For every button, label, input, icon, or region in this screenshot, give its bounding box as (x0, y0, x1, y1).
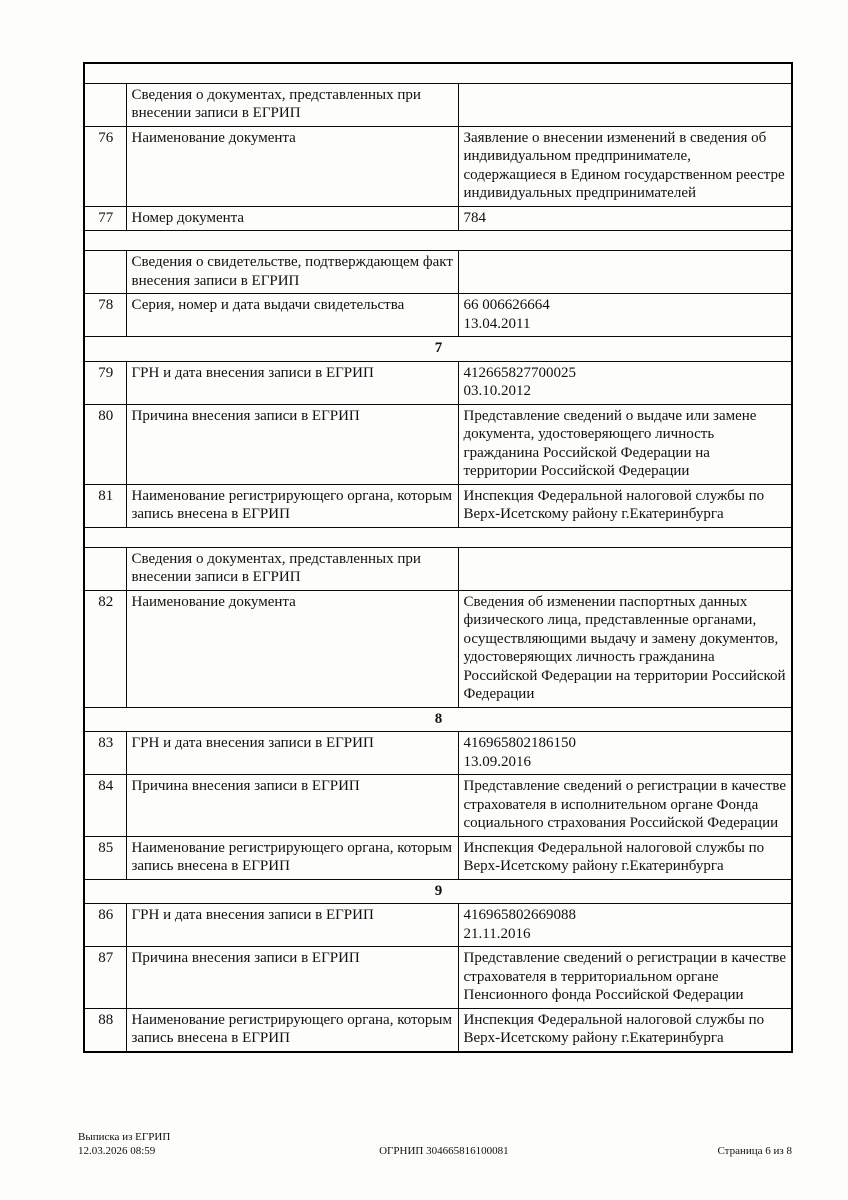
spacer-row (84, 231, 792, 251)
field-value-line: 03.10.2012 (463, 383, 531, 399)
section-number: 8 (84, 707, 792, 732)
field-label-cell: Серия, номер и дата выдачи свидетельства (126, 294, 458, 337)
field-value-line: Представление сведений о регистрации в качестве страхователя в исполнительном органе Фонда социального страхования Российской Федерации (463, 778, 787, 831)
field-value-line: Сведения об изменении паспортных данных физического лица, представленные органами, осуществляющими выдачу и замену документов, удостоверяющих личность гражданина Российской Федерации на территории Российской Федерации (463, 593, 786, 702)
field-value-cell (458, 361, 792, 404)
section-number-row (84, 337, 792, 362)
field-label-cell: Наименование документа (126, 590, 458, 707)
table-row (84, 206, 792, 231)
row-number-cell: 85 (84, 836, 126, 879)
field-value-line: Представление сведений о выдаче или замене документа, удостоверяющего личность гражданина Российской Федерации на территории Российской Федерации (463, 407, 757, 479)
row-number-cell: 83 (84, 732, 126, 775)
empty-number-cell (84, 83, 126, 126)
field-label-cell: Причина внесения записи в ЕГРИП (126, 947, 458, 1009)
field-label-cell: Наименование регистрирующего органа, которым запись внесена в ЕГРИП (126, 836, 458, 879)
field-value-line: 21.11.2016 (463, 925, 531, 942)
field-value-line: 412665827700025 (463, 364, 576, 381)
field-value-cell (458, 904, 792, 947)
section-number-row (84, 707, 792, 732)
spacer-row (84, 63, 792, 83)
field-label-cell: Наименование документа (126, 126, 458, 206)
field-label-cell: Наименование регистрирующего органа, которым запись внесена в ЕГРИП (126, 1008, 458, 1052)
field-value-line: 416965802186150 (463, 735, 576, 751)
section-number: 9 (84, 879, 792, 904)
field-value-cell (458, 206, 792, 231)
table-row (84, 590, 792, 707)
group-header-cell: Сведения о документах, представленных при внесении записи в ЕГРИП (126, 83, 458, 126)
empty-value-cell (458, 547, 792, 590)
egrip-records-table (83, 62, 793, 1053)
spacer-cell (84, 527, 792, 547)
empty-value-cell (458, 83, 792, 126)
field-value-cell (458, 1008, 792, 1052)
field-value-cell (458, 836, 792, 879)
field-value-line: Инспекция Федеральной налоговой службы по Верх-Исетскому району г.Екатеринбурга (463, 487, 765, 522)
empty-number-cell (84, 547, 126, 590)
group-header-cell: Сведения о свидетельстве, подтверждающем факт внесения записи в ЕГРИП (126, 251, 458, 294)
field-label-cell: Причина внесения записи в ЕГРИП (126, 404, 458, 484)
section-number: 7 (84, 337, 792, 362)
footer-left-block (78, 1131, 170, 1158)
row-number-cell: 81 (84, 484, 126, 527)
row-number-cell: 79 (84, 361, 126, 404)
footer-page-info: Страница 6 из 8 (717, 1144, 792, 1157)
field-label-cell: Номер документа (126, 206, 458, 231)
table-row (84, 836, 792, 879)
field-value-cell (458, 126, 792, 206)
table-row (84, 404, 792, 484)
field-value-line: Инспекция Федеральной налоговой службы по Верх-Исетскому району г.Екатеринбурга (463, 1011, 765, 1046)
table-row (84, 361, 792, 404)
row-number-cell: 87 (84, 947, 126, 1009)
table-row (84, 775, 792, 837)
group-header-row (84, 83, 792, 126)
footer-doc-title: Выписка из ЕГРИП (78, 1131, 171, 1143)
row-number-cell: 78 (84, 294, 126, 337)
footer-datetime: 12.03.2026 08:59 (78, 1144, 156, 1157)
field-label-cell: ГРН и дата внесения записи в ЕГРИП (126, 732, 458, 775)
footer-ogrnip: ОГРНИП 304665816100081 (379, 1144, 509, 1157)
table-row (84, 484, 792, 527)
table-row (84, 732, 792, 775)
field-value-cell (458, 775, 792, 837)
row-number-cell: 76 (84, 126, 126, 206)
row-number-cell: 84 (84, 775, 126, 837)
spacer-cell (84, 63, 792, 83)
row-number-cell: 88 (84, 1008, 126, 1052)
field-value-line: 416965802669088 (463, 907, 576, 923)
field-value-line: 66 006626664 (463, 297, 550, 313)
field-value-cell (458, 294, 792, 337)
row-number-cell: 77 (84, 206, 126, 231)
table-row (84, 904, 792, 947)
page-footer (78, 1131, 792, 1158)
field-label-cell: Причина внесения записи в ЕГРИП (126, 775, 458, 837)
empty-number-cell (84, 251, 126, 294)
row-number-cell: 82 (84, 590, 126, 707)
field-value-line: Инспекция Федеральной налоговой службы по Верх-Исетскому району г.Екатеринбурга (463, 839, 765, 874)
table-row (84, 947, 792, 1009)
field-value-line: Представление сведений о регистрации в качестве страхователя в территориальном органе Пенсионного фонда Российской Федерации (463, 950, 787, 1003)
field-label-cell: Наименование регистрирующего органа, которым запись внесена в ЕГРИП (126, 484, 458, 527)
spacer-row (84, 527, 792, 547)
field-value-line: 13.04.2011 (463, 315, 531, 332)
spacer-cell (84, 231, 792, 251)
field-label-cell: ГРН и дата внесения записи в ЕГРИП (126, 361, 458, 404)
group-header-cell: Сведения о документах, представленных при внесении записи в ЕГРИП (126, 547, 458, 590)
field-value-line: 784 (463, 209, 486, 226)
field-value-cell (458, 732, 792, 775)
field-value-cell (458, 947, 792, 1009)
table-row (84, 294, 792, 337)
field-value-cell (458, 484, 792, 527)
table-row (84, 126, 792, 206)
field-value-cell (458, 590, 792, 707)
row-number-cell: 80 (84, 404, 126, 484)
group-header-row (84, 547, 792, 590)
field-value-cell (458, 404, 792, 484)
field-value-line: Заявление о внесении изменений в сведения об индивидуальном предпринимателе, содержащиеся в Едином государственном реестре индивидуальных предпринимателей (463, 129, 785, 201)
group-header-row (84, 251, 792, 294)
table-row (84, 1008, 792, 1052)
empty-value-cell (458, 251, 792, 294)
field-value-line: 13.09.2016 (463, 753, 531, 770)
row-number-cell: 86 (84, 904, 126, 947)
field-label-cell: ГРН и дата внесения записи в ЕГРИП (126, 904, 458, 947)
section-number-row (84, 879, 792, 904)
